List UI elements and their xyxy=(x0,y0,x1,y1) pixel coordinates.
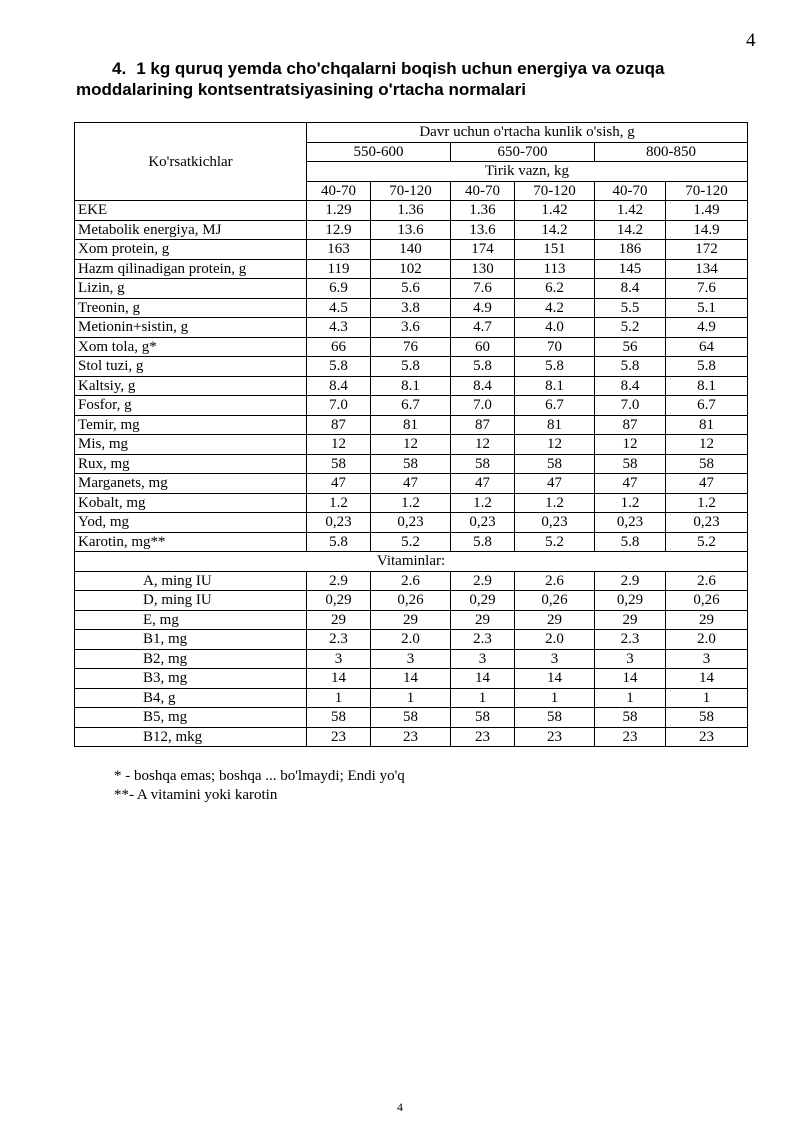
footnote: * - boshqa emas; boshqa ... bo'lmaydi; Endi yo'q xyxy=(114,768,405,784)
value-cell: 14.2 xyxy=(515,220,595,240)
value-cell: 64 xyxy=(666,337,748,357)
row-label: Marganets, mg xyxy=(75,474,307,494)
value-cell: 5.8 xyxy=(451,532,515,552)
value-cell: 4.9 xyxy=(451,298,515,318)
table-row xyxy=(75,220,748,240)
value-cell: 5.8 xyxy=(371,357,451,377)
value-cell: 2.6 xyxy=(666,571,748,591)
table-row xyxy=(75,493,748,513)
row-label: EKE xyxy=(75,201,307,221)
value-cell: 23 xyxy=(451,727,515,747)
table-row xyxy=(75,571,748,591)
value-cell: 2.3 xyxy=(307,630,371,650)
vitamins-section-row xyxy=(75,552,748,572)
value-cell: 23 xyxy=(595,727,666,747)
table-row xyxy=(75,240,748,260)
value-cell: 3 xyxy=(515,649,595,669)
value-cell: 3 xyxy=(307,649,371,669)
row-label: Xom tola, g* xyxy=(75,337,307,357)
value-cell: 102 xyxy=(371,259,451,279)
value-cell: 1.2 xyxy=(451,493,515,513)
value-cell: 130 xyxy=(451,259,515,279)
value-cell: 1 xyxy=(371,688,451,708)
table-row xyxy=(75,415,748,435)
value-cell: 87 xyxy=(451,415,515,435)
row-label: Stol tuzi, g xyxy=(75,357,307,377)
value-cell: 2.3 xyxy=(595,630,666,650)
value-cell: 0,29 xyxy=(451,591,515,611)
row-label: Rux, mg xyxy=(75,454,307,474)
value-cell: 12 xyxy=(451,435,515,455)
table-row xyxy=(75,669,748,689)
value-cell: 58 xyxy=(515,708,595,728)
value-cell: 14.9 xyxy=(666,220,748,240)
value-cell: 70 xyxy=(515,337,595,357)
table-row xyxy=(75,532,748,552)
table-row xyxy=(75,708,748,728)
value-cell: 2.9 xyxy=(451,571,515,591)
value-cell: 0,23 xyxy=(515,513,595,533)
value-cell: 66 xyxy=(307,337,371,357)
value-cell: 60 xyxy=(451,337,515,357)
row-label: B2, mg xyxy=(75,649,307,669)
value-cell: 1 xyxy=(666,688,748,708)
value-cell: 140 xyxy=(371,240,451,260)
weight-col-header: 70-120 xyxy=(371,181,451,201)
footnote: **- A vitamini yoki karotin xyxy=(114,787,278,803)
value-cell: 5.2 xyxy=(515,532,595,552)
value-cell: 0,23 xyxy=(451,513,515,533)
value-cell: 47 xyxy=(307,474,371,494)
page-number-top: 4 xyxy=(746,30,756,51)
row-label: Metabolik energiya, MJ xyxy=(75,220,307,240)
value-cell: 58 xyxy=(666,454,748,474)
weight-col-header: 40-70 xyxy=(307,181,371,201)
value-cell: 13.6 xyxy=(371,220,451,240)
value-cell: 1.29 xyxy=(307,201,371,221)
row-label: Hazm qilinadigan protein, g xyxy=(75,259,307,279)
value-cell: 5.2 xyxy=(371,532,451,552)
table-row xyxy=(75,396,748,416)
value-cell: 14.2 xyxy=(595,220,666,240)
value-cell: 1.36 xyxy=(371,201,451,221)
value-cell: 2.0 xyxy=(515,630,595,650)
value-cell: 5.5 xyxy=(595,298,666,318)
table-row xyxy=(75,630,748,650)
row-label: D, ming IU xyxy=(75,591,307,611)
value-cell: 174 xyxy=(451,240,515,260)
row-label: B5, mg xyxy=(75,708,307,728)
row-label: Lizin, g xyxy=(75,279,307,299)
value-cell: 58 xyxy=(371,708,451,728)
gain-group-header: 650-700 xyxy=(451,142,595,162)
row-label: Temir, mg xyxy=(75,415,307,435)
value-cell: 3.6 xyxy=(371,318,451,338)
value-cell: 3 xyxy=(666,649,748,669)
value-cell: 4.3 xyxy=(307,318,371,338)
value-cell: 3 xyxy=(451,649,515,669)
value-cell: 163 xyxy=(307,240,371,260)
value-cell: 4.2 xyxy=(515,298,595,318)
value-cell: 87 xyxy=(595,415,666,435)
row-label: Metionin+sistin, g xyxy=(75,318,307,338)
row-label: B1, mg xyxy=(75,630,307,650)
value-cell: 1.49 xyxy=(666,201,748,221)
value-cell: 7.0 xyxy=(595,396,666,416)
value-cell: 12.9 xyxy=(307,220,371,240)
weight-col-header: 40-70 xyxy=(595,181,666,201)
value-cell: 58 xyxy=(307,708,371,728)
row-label: Kaltsiy, g xyxy=(75,376,307,396)
value-cell: 14 xyxy=(595,669,666,689)
value-cell: 1.2 xyxy=(515,493,595,513)
table-row xyxy=(75,318,748,338)
value-cell: 186 xyxy=(595,240,666,260)
value-cell: 3 xyxy=(595,649,666,669)
value-cell: 81 xyxy=(515,415,595,435)
value-cell: 12 xyxy=(666,435,748,455)
value-cell: 58 xyxy=(595,454,666,474)
value-cell: 29 xyxy=(307,610,371,630)
value-cell: 7.0 xyxy=(307,396,371,416)
value-cell: 5.8 xyxy=(451,357,515,377)
vitamins-title: Vitaminlar: xyxy=(75,552,748,572)
row-label: Xom protein, g xyxy=(75,240,307,260)
value-cell: 47 xyxy=(515,474,595,494)
row-label: Mis, mg xyxy=(75,435,307,455)
table-row xyxy=(75,513,748,533)
value-cell: 6.7 xyxy=(371,396,451,416)
value-cell: 12 xyxy=(515,435,595,455)
value-cell: 29 xyxy=(666,610,748,630)
value-cell: 0,23 xyxy=(666,513,748,533)
value-cell: 14 xyxy=(307,669,371,689)
table-row xyxy=(75,454,748,474)
value-cell: 8.1 xyxy=(371,376,451,396)
value-cell: 29 xyxy=(451,610,515,630)
value-cell: 172 xyxy=(666,240,748,260)
value-cell: 1.2 xyxy=(307,493,371,513)
value-cell: 47 xyxy=(666,474,748,494)
value-cell: 58 xyxy=(666,708,748,728)
value-cell: 5.8 xyxy=(666,357,748,377)
value-cell: 0,29 xyxy=(595,591,666,611)
value-cell: 29 xyxy=(371,610,451,630)
value-cell: 5.8 xyxy=(595,532,666,552)
table-row xyxy=(75,727,748,747)
value-cell: 29 xyxy=(595,610,666,630)
value-cell: 14 xyxy=(451,669,515,689)
gain-group-header: 800-850 xyxy=(595,142,748,162)
heading-text: 1 kg quruq yemda cho'chqalarni boqish uchun energiya va ozuqa moddalarining kontsentratsiyasining o'rtacha normalari xyxy=(76,59,665,99)
value-cell: 8.4 xyxy=(451,376,515,396)
value-cell: 0,23 xyxy=(307,513,371,533)
value-cell: 1 xyxy=(595,688,666,708)
value-cell: 7.6 xyxy=(666,279,748,299)
value-cell: 7.0 xyxy=(451,396,515,416)
table-row xyxy=(75,649,748,669)
value-cell: 6.2 xyxy=(515,279,595,299)
table-row xyxy=(75,279,748,299)
value-cell: 1.2 xyxy=(595,493,666,513)
value-cell: 1.42 xyxy=(515,201,595,221)
value-cell: 2.6 xyxy=(515,571,595,591)
value-cell: 5.8 xyxy=(307,357,371,377)
value-cell: 8.4 xyxy=(595,279,666,299)
value-cell: 5.8 xyxy=(595,357,666,377)
value-cell: 8.4 xyxy=(595,376,666,396)
value-cell: 14 xyxy=(666,669,748,689)
nutrient-norms-table xyxy=(74,122,748,747)
value-cell: 58 xyxy=(371,454,451,474)
value-cell: 23 xyxy=(307,727,371,747)
value-cell: 5.2 xyxy=(595,318,666,338)
table-row xyxy=(75,376,748,396)
value-cell: 2.3 xyxy=(451,630,515,650)
value-cell: 12 xyxy=(595,435,666,455)
value-cell: 14 xyxy=(371,669,451,689)
weight-col-header: 70-120 xyxy=(515,181,595,201)
table-row xyxy=(75,688,748,708)
value-cell: 2.0 xyxy=(666,630,748,650)
value-cell: 23 xyxy=(666,727,748,747)
vitamin-rows xyxy=(75,571,748,747)
row-label: Treonin, g xyxy=(75,298,307,318)
value-cell: 56 xyxy=(595,337,666,357)
value-cell: 47 xyxy=(371,474,451,494)
value-cell: 8.4 xyxy=(307,376,371,396)
value-cell: 113 xyxy=(515,259,595,279)
value-cell: 81 xyxy=(666,415,748,435)
value-cell: 76 xyxy=(371,337,451,357)
value-cell: 1 xyxy=(451,688,515,708)
row-label: E, mg xyxy=(75,610,307,630)
value-cell: 3.8 xyxy=(371,298,451,318)
footnotes xyxy=(114,767,405,805)
table-row xyxy=(75,357,748,377)
value-cell: 58 xyxy=(595,708,666,728)
value-cell: 6.9 xyxy=(307,279,371,299)
value-cell: 134 xyxy=(666,259,748,279)
value-cell: 5.8 xyxy=(307,532,371,552)
value-cell: 3 xyxy=(371,649,451,669)
value-cell: 47 xyxy=(451,474,515,494)
table-heading xyxy=(76,58,736,100)
value-cell: 5.1 xyxy=(666,298,748,318)
row-label: Karotin, mg** xyxy=(75,532,307,552)
value-cell: 23 xyxy=(515,727,595,747)
table-row xyxy=(75,610,748,630)
nutrient-rows xyxy=(75,201,748,552)
value-cell: 2.6 xyxy=(371,571,451,591)
value-cell: 6.7 xyxy=(515,396,595,416)
gain-group-header: 550-600 xyxy=(307,142,451,162)
weight-col-header: 70-120 xyxy=(666,181,748,201)
value-cell: 47 xyxy=(595,474,666,494)
value-cell: 0,26 xyxy=(515,591,595,611)
value-cell: 1.36 xyxy=(451,201,515,221)
row-label: Fosfor, g xyxy=(75,396,307,416)
heading-number: 4. xyxy=(112,59,127,78)
table-row xyxy=(75,591,748,611)
value-cell: 58 xyxy=(451,454,515,474)
value-cell: 7.6 xyxy=(451,279,515,299)
value-cell: 8.1 xyxy=(666,376,748,396)
value-cell: 0,23 xyxy=(371,513,451,533)
table-row xyxy=(75,298,748,318)
value-cell: 58 xyxy=(515,454,595,474)
row-label: Yod, mg xyxy=(75,513,307,533)
row-label: A, ming IU xyxy=(75,571,307,591)
value-cell: 1 xyxy=(515,688,595,708)
table-row xyxy=(75,201,748,221)
value-cell: 1.2 xyxy=(371,493,451,513)
weight-col-header: 40-70 xyxy=(451,181,515,201)
value-cell: 5.2 xyxy=(666,532,748,552)
value-cell: 13.6 xyxy=(451,220,515,240)
value-cell: 1 xyxy=(307,688,371,708)
value-cell: 1.2 xyxy=(666,493,748,513)
value-cell: 6.7 xyxy=(666,396,748,416)
table-row xyxy=(75,259,748,279)
value-cell: 23 xyxy=(371,727,451,747)
value-cell: 4.7 xyxy=(451,318,515,338)
value-cell: 2.9 xyxy=(307,571,371,591)
value-cell: 2.0 xyxy=(371,630,451,650)
row-label: B12, mkg xyxy=(75,727,307,747)
value-cell: 0,23 xyxy=(595,513,666,533)
value-cell: 4.9 xyxy=(666,318,748,338)
page-number-bottom: 4 xyxy=(397,1100,403,1114)
value-cell: 145 xyxy=(595,259,666,279)
value-cell: 0,29 xyxy=(307,591,371,611)
value-cell: 5.8 xyxy=(515,357,595,377)
row-label: B3, mg xyxy=(75,669,307,689)
value-cell: 4.0 xyxy=(515,318,595,338)
value-cell: 2.9 xyxy=(595,571,666,591)
table-row xyxy=(75,435,748,455)
value-cell: 87 xyxy=(307,415,371,435)
value-cell: 8.1 xyxy=(515,376,595,396)
weight-title: Tirik vazn, kg xyxy=(307,162,748,182)
gain-group-title: Davr uchun o'rtacha kunlik o'sish, g xyxy=(307,123,748,143)
value-cell: 12 xyxy=(307,435,371,455)
value-cell: 58 xyxy=(451,708,515,728)
value-cell: 5.6 xyxy=(371,279,451,299)
value-cell: 4.5 xyxy=(307,298,371,318)
table-row xyxy=(75,474,748,494)
value-cell: 58 xyxy=(307,454,371,474)
value-cell: 29 xyxy=(515,610,595,630)
value-cell: 0,26 xyxy=(371,591,451,611)
row-label: B4, g xyxy=(75,688,307,708)
table-row xyxy=(75,337,748,357)
value-cell: 12 xyxy=(371,435,451,455)
value-cell: 0,26 xyxy=(666,591,748,611)
value-cell: 119 xyxy=(307,259,371,279)
value-cell: 14 xyxy=(515,669,595,689)
value-cell: 1.42 xyxy=(595,201,666,221)
row-label: Kobalt, mg xyxy=(75,493,307,513)
indicator-header: Ko'rsatkichlar xyxy=(75,123,307,201)
value-cell: 151 xyxy=(515,240,595,260)
value-cell: 81 xyxy=(371,415,451,435)
